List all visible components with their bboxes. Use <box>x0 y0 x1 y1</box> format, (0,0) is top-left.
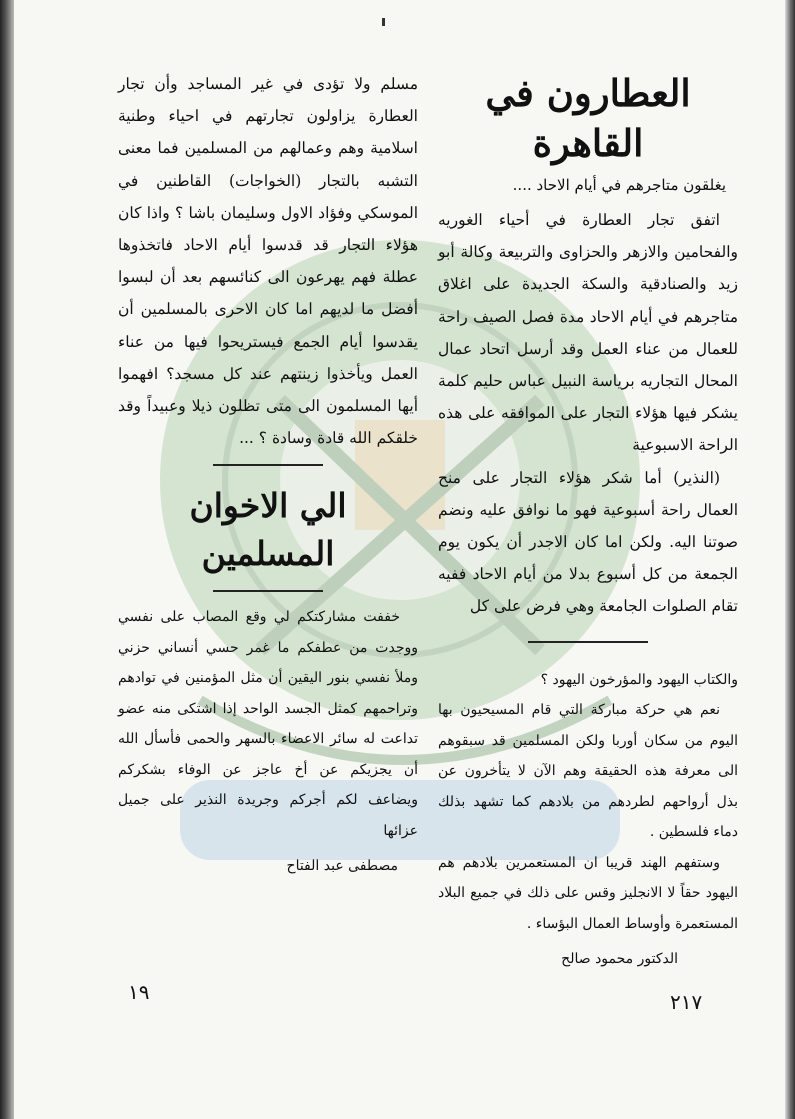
article-paragraph: نعم هي حركة مباركة التي قام المسيحيون بها اليوم من سكان أوربا ولكن المسلمين قد سبقوهم الى معرفة هذه الحقيقة وهم الآن لا يتأخرون عن بذل أرواحهم لطردهم من بلادهم كما تشهد بذلك دماء فلسطين . <box>438 702 738 841</box>
article-paragraph: اتفق تجار العطارة في أحياء الغوريه والفحامين والازهر والحزاوى والتربيعة وكالة أبو زيد والصنادقية والسكة الجديدة على اغلاق متاجرهم في أيام الاحاد مدة فصل الصيف راحة للعمال من عناء العمل وقد أرسل اتحاد عمال المحال التجاريه برياسة النبيل عباس حليم كلمة يشكر فيها هؤلاء التجار على الموافقه على هذه الراحة الاسبوعية <box>438 211 738 455</box>
page-number-right: ٢١٧ <box>670 990 703 1014</box>
article-paragraph: (النذير) أما شكر هؤلاء التجار على منح العمال راحة أسبوعية فهو ما نوافق عليه ونضم صوتنا اليه. ولكن اما كان الاجدر أن يكون يوم الجمعة من كل أسبوع بدلا من أيام الاحاد ففيه تقام الصلوات الجامعة وهي فرض على كل <box>438 468 738 616</box>
scan-mark <box>382 18 385 26</box>
article-continuation: مسلم ولا تؤدى في غير المساجد وأن تجار العطارة يزاولون تجارتهم في احياء وطنية اسلامية وهم وعمالهم من المسلمين فما معنى التشبه بالتجار (الخواجات) القاطنين في الموسكي وفؤاد الاول وسليمان باشا ؟ واذا كان هؤلاء التجار قد قدسوا أيام الاحاد فاتخذوها عطلة فهم يهرعون الى كنائسهم بعد أن لبسوا أفضل ما لديهم اما كان الاحرى بالمسلمين أن يقدسوا أيام الجمع فيستريحوا فيها من عناء العمل ويأخذوا زينتهم عند كل مسجد؟ افهموا أيها المسلمون الى متى تظلون ذيلا وعبيداً وقد خلقكم الله قادة وسادة ؟ ... <box>118 75 418 448</box>
article-title-perfumers: العطارون في القاهرة <box>485 71 691 165</box>
divider <box>213 590 323 592</box>
article-paragraph: خففت مشاركتكم لي وقع المصاب على نفسي ووجدت من عطفكم ما غمر حسي أنساني حزني وملأ نفسي بنور اليقين أن مثل المؤمنين في توادهم وتراحمهم كمثل الجسد الواحد إذا اشتكى منه عضو تداعت له سائر الاعضاء بالسهر والحمى فأسأل الله أن يجزيكم عن أخ عاجز عن الوفاء بشكركم ويضاعف لكم أجركم وجريدة النذير على جميل عزائها <box>118 609 418 839</box>
author-signature: مصطفى عبد الفتاح <box>286 858 398 875</box>
article-title-brotherhood: الي الاخوان المسلمين <box>189 486 347 574</box>
right-column <box>438 68 738 975</box>
divider <box>528 641 648 643</box>
page-number-left: ١٩ <box>128 980 150 1004</box>
scan-edge-right <box>785 0 795 1119</box>
left-column <box>118 68 418 883</box>
article-paragraph: وستفهم الهند قريبا ان المستعمرين بلادهم هم اليهود حقاً لا الانجليز وقس على ذلك في جميع البلاد المستعمرة وأوساط العمال البؤساء . <box>438 854 738 932</box>
scan-edge-left <box>0 0 14 1119</box>
article-subtitle: يغلقون متاجرهم في أيام الاحاد .... <box>512 176 726 194</box>
divider <box>213 464 323 466</box>
article-paragraph: والكتاب اليهود والمؤرخون اليهود ؟ <box>540 671 738 688</box>
author-signature: الدكتور محمود صالح <box>561 951 678 968</box>
